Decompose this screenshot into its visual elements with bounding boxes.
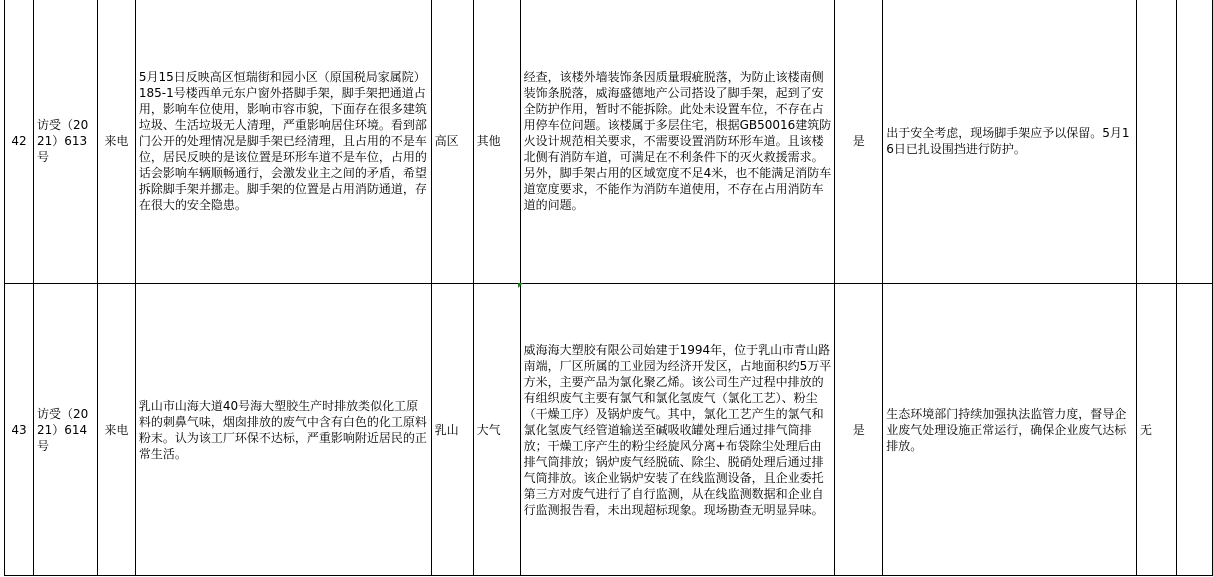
complaint-content-cell: 5月15日反映高区恒瑞街和园小区（原国税局家属院）185-1号楼西单元东户窗外搭脚手架，脚手架把通道占用，影响车位使用，影响市容市貌，下面存在很多建筑垃圾、生活垃圾无人清理，严重影响居住环境。看到部门公开的处理情况是脚手架已经清理，且占用的不是车位，居民反映的是该位置是环形车道不是车位，占用的话会影响车辆顺畅通行，会激发业主之间的矛盾，希望拆除脚手架并挪走。脚手架的位置是占用消防通道，存在很大的安全隐患。 [135,0,431,284]
category-cell: 其他 [473,0,520,284]
table-row [5,284,1213,576]
handling-cell: 生态环境部门持续加强执法监管力度，督导企业废气处理设施正常运行，确保企业废气达标排放。 [883,284,1137,576]
method-cell: 来电 [97,284,135,576]
comment-indicator-mark [518,283,523,288]
investigation-cell: 威海海大塑胶有限公司始建于1994年，位于乳山市青山路南端，厂区所属的工业园为经济开发区，占地面积约5万平方米，主要产品为氯化聚乙烯。该公司生产过程中排放的有组织废气主要有氯气和氯化氢废气（氯化工艺）、粉尘（干燥工序）及锅炉废气。其中，氯化工艺产生的氯气和氯化氢废气经管道输送至碱吸收罐处理后通过排气筒排放；干燥工序产生的粉尘经旋风分离+布袋除尘处理后由排气筒排放；锅炉废气经脱硫、除尘、脱硝处理后通过排气筒排放。该企业锅炉安装了在线监测设备，且企业委托第三方对废气进行了自行监测，从在线监测数据和企业自行监测报告看，未出现超标现象。现场勘查无明显异味。 [520,284,835,576]
investigation-cell: 经查，该楼外墙装饰条因质量瑕疵脱落，为防止该楼南侧装饰条脱落，威海盛德地产公司搭设了脚手架，起到了安全防护作用，暂时不能拆除。此处未设置车位，不存在占用停车位问题。该楼属于多层住宅，根据GB50016建筑防火设计规范相关要求，不需要设置消防环形车道。且该楼北侧有消防车道，可满足在不利条件下的灭火救援需求。另外，脚手架占用的区域宽度不足4米，也不能满足消防车道宽度要求，不能作为消防车道使用，不存在占用消防车道的问题。 [520,0,835,284]
verified-cell: 是 [835,284,883,576]
method-cell: 来电 [97,0,135,284]
empty-cell [1176,0,1212,284]
case-id-cell: 访受（2021）614号 [33,284,97,576]
complaint-content-cell: 乳山市山海大道40号海大塑胶生产时排放类似化工原料的刺鼻气味，烟囱排放的废气中含有白色的化工原料粉末。认为该工厂环保不达标，严重影响附近居民的正常生活。 [135,284,431,576]
seq-cell: 43 [5,284,34,576]
category-cell: 大气 [473,284,520,576]
empty-cell [1176,284,1212,576]
district-cell: 高区 [431,0,473,284]
verified-cell: 是 [835,0,883,284]
accountability-cell [1137,0,1177,284]
case-id-cell: 访受（2021）613号 [33,0,97,284]
handling-cell: 出于安全考虑，现场脚手架应予以保留。5月16日已扎设围挡进行防护。 [883,0,1137,284]
table-row [5,0,1213,284]
seq-cell: 42 [5,0,34,284]
accountability-cell: 无 [1137,284,1177,576]
district-cell: 乳山 [431,284,473,576]
complaints-table [4,0,1213,576]
